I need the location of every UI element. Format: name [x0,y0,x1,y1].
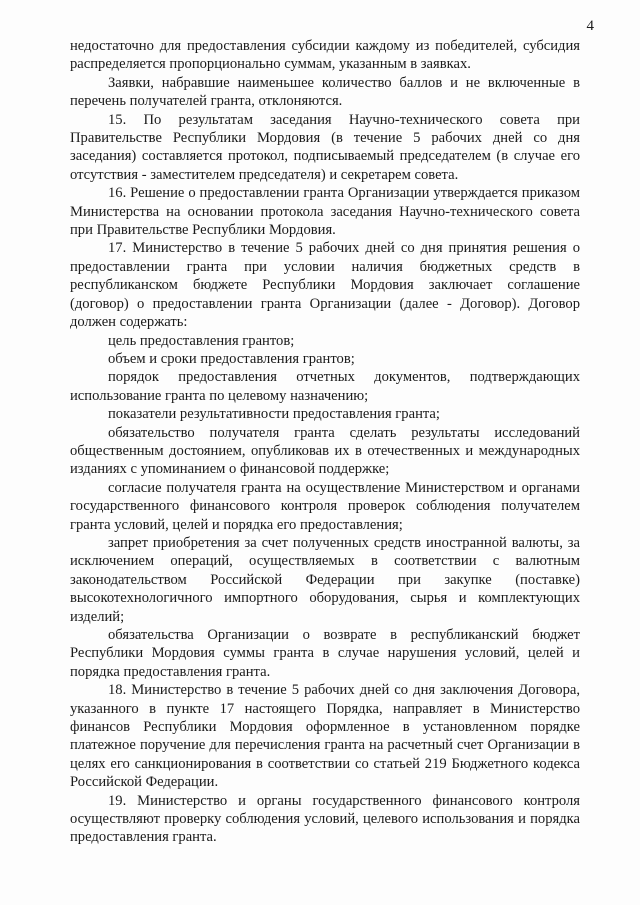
list-item-refund-obligation: обязательства Организации о возврате в республиканский бюджет Республики Мордовия суммы гранта в случае нарушения условий, целей и порядка предоставления гранта. [70,627,580,680]
paragraph-clause-15: 15. По результатам заседания Научно-технического совета при Правительстве Республики Мордовия (в течение 5 рабочих дней со дня заседания) составляется протокол, подписываемый председателем (в случае его отсутствия - заместителем председателя) и секретарем совета. [70,111,580,183]
list-item-consent-to-audits: согласие получателя гранта на осуществление Министерством и органами государственного финансового контроля проверок соблюдения получателем гранта условий, целей и порядка его предоставления; [70,479,580,533]
list-item-performance-indicators: показатели результативности предоставления гранта; [108,406,440,423]
paragraph-continuation-subsidy: недостаточно для предоставления субсидии каждому из победителей, субсидия распределяется пропорционально суммам, указанным в заявках. [70,38,580,73]
list-item-grant-volume-terms: объем и сроки предоставления грантов; [108,350,355,367]
paragraph-applications-rejected: Заявки, набравшие наименьшее количество баллов и не включенные в перечень получателей гранта, отклоняются. [70,74,580,110]
paragraph-clause-18: 18. Министерство в течение 5 рабочих дней со дня заключения Договора, указанного в пункте 17 настоящего Порядка, направляет в Министерство финансов Республики Мордовия оформленное в установленном порядке платежное поручение для перечисления гранта на расчетный счет Организации в целях его санкционирования в соответствии со статьей 219 Бюджетного кодекса Российской Федерации. [70,682,580,791]
paragraph-clause-17: 17. Министерство в течение 5 рабочих дней со дня принятия решения о предоставлении гранта при условии наличия бюджетных средств в республиканском бюджете Республики Мордовия заключает соглашение (договор) о предоставлении гранта Организации (далее - Договор). Договор должен содержать: [70,240,580,331]
list-item-currency-ban: запрет приобретения за счет полученных средств иностранной валюты, за исключением операций, осуществляемых в соответствии с валютным законодательством Российской Федерации при закупке (поставке) высокотехнологичного импортного оборудования, сырья и комплектующих изделий; [70,534,580,625]
document-body [70,37,580,847]
paragraph-clause-19: 19. Министерство и органы государственного финансового контроля осуществляют проверку соблюдения условий, целевого использования и порядка предоставления гранта. [70,792,580,846]
paragraph-clause-16: 16. Решение о предоставлении гранта Организации утверждается приказом Министерства на основании протокола заседания Научно-технического совета при Правительстве Республики Мордовия. [70,185,580,239]
list-item-reporting-procedure: порядок предоставления отчетных документов, подтверждающих использование гранта по целевому назначению; [70,369,580,404]
page-number: 4 [586,18,594,34]
list-item-grant-purpose: цель предоставления грантов; [108,332,295,349]
list-item-publish-results: обязательство получателя гранта сделать результаты исследований общественным достоянием, опубликовав их в отечественных и международных изданиях с упоминанием о финансовой поддержке; [70,424,580,478]
